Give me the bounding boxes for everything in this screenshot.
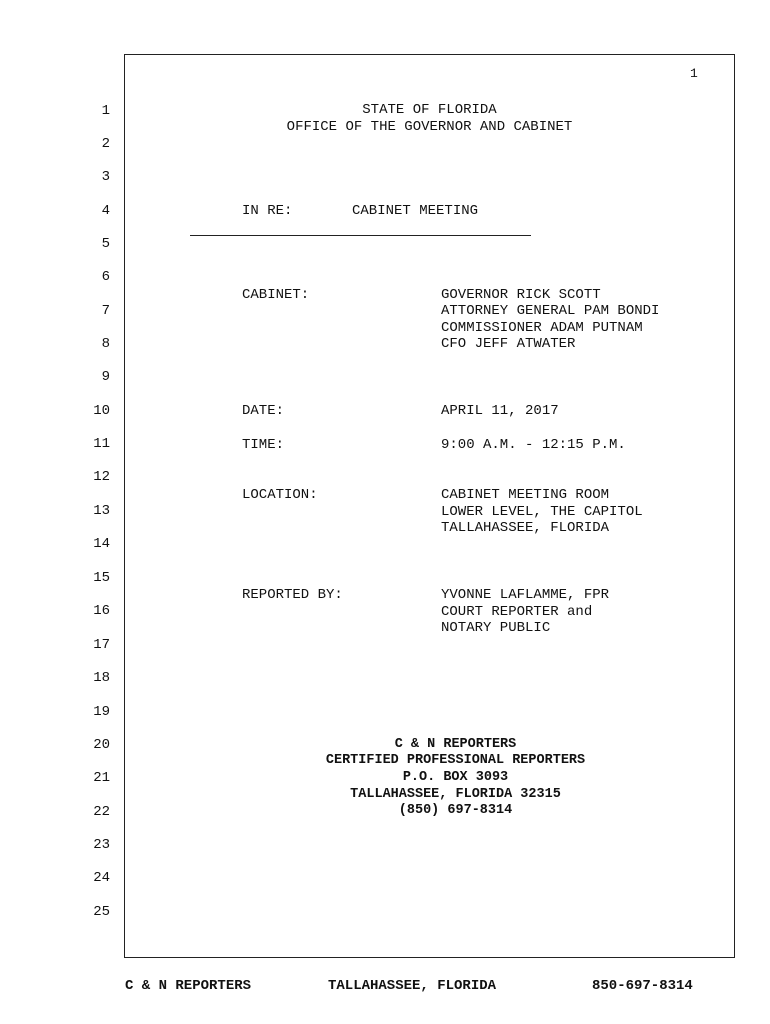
line-number: 12 (93, 469, 110, 485)
page-frame (124, 54, 735, 958)
line-number: 6 (101, 269, 110, 285)
divider-line (190, 235, 531, 236)
header-state: STATE OF FLORIDA (362, 102, 497, 118)
line-number: 24 (93, 870, 110, 886)
line-number: 22 (93, 804, 110, 820)
footer-phone: 850-697-8314 (592, 978, 693, 994)
cabinet-label: CABINET: (242, 287, 310, 303)
line-number: 18 (93, 670, 110, 686)
line-number: 3 (101, 169, 110, 185)
firm-name: C & N REPORTERS (394, 737, 517, 752)
line-number: 10 (93, 403, 110, 419)
line-number: 15 (93, 570, 110, 586)
date-value: APRIL 11, 2017 (441, 403, 559, 419)
line-number: 21 (93, 770, 110, 786)
location-line: CABINET MEETING ROOM (441, 487, 610, 503)
line-number: 4 (101, 203, 110, 219)
header-office: OFFICE OF THE GOVERNOR AND CABINET (286, 119, 573, 135)
cabinet-member: ATTORNEY GENERAL PAM BONDI (441, 303, 660, 319)
location-line: LOWER LEVEL, THE CAPITOL (441, 504, 643, 520)
line-number: 25 (93, 904, 110, 920)
footer-city: TALLAHASSEE, FLORIDA (328, 978, 497, 994)
date-label: DATE: (242, 403, 285, 419)
firm-line: CERTIFIED PROFESSIONAL REPORTERS (325, 753, 586, 768)
firm-line: P.O. BOX 3093 (402, 770, 509, 785)
reporter-line: YVONNE LAFLAMME, FPR (441, 587, 610, 603)
line-number: 1 (101, 103, 110, 119)
line-number: 16 (93, 603, 110, 619)
line-number: 9 (101, 369, 110, 385)
line-number: 2 (101, 136, 110, 152)
cabinet-member: COMMISSIONER ADAM PUTNAM (441, 320, 643, 336)
line-number: 11 (93, 436, 110, 452)
footer-firm: C & N REPORTERS (125, 978, 252, 994)
line-number: 13 (93, 503, 110, 519)
line-number: 14 (93, 536, 110, 552)
line-number: 7 (101, 303, 110, 319)
location-line: TALLAHASSEE, FLORIDA (441, 520, 610, 536)
cabinet-member: CFO JEFF ATWATER (441, 336, 576, 352)
cabinet-member: GOVERNOR RICK SCOTT (441, 287, 601, 303)
line-number: 5 (101, 236, 110, 252)
time-label: TIME: (242, 437, 285, 453)
line-number: 23 (93, 837, 110, 853)
line-number: 20 (93, 737, 110, 753)
firm-line: TALLAHASSEE, FLORIDA 32315 (350, 787, 561, 802)
line-number: 8 (101, 336, 110, 352)
page-number: 1 (690, 66, 698, 81)
in-re-value: CABINET MEETING (352, 203, 479, 219)
firm-phone: (850) 697-8314 (398, 803, 513, 818)
reporter-line: COURT REPORTER and (441, 604, 593, 620)
line-number: 19 (93, 704, 110, 720)
reporter-line: NOTARY PUBLIC (441, 620, 551, 636)
line-number: 17 (93, 637, 110, 653)
time-value: 9:00 A.M. - 12:15 P.M. (441, 437, 626, 453)
reported-by-label: REPORTED BY: (242, 587, 343, 603)
in-re-label: IN RE: (242, 203, 293, 219)
location-label: LOCATION: (242, 487, 318, 503)
